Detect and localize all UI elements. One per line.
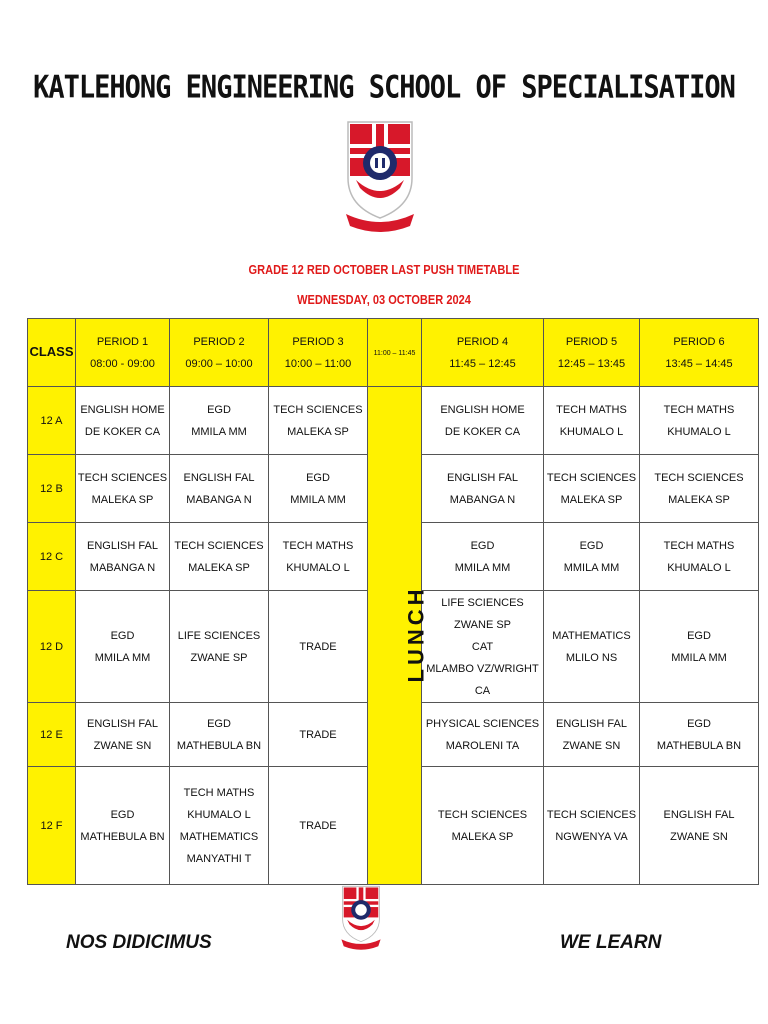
cell-line: TRADE — [299, 640, 337, 653]
class-cell: 12 F — [28, 767, 76, 885]
cell-line: EGD — [687, 717, 711, 730]
timetable-cell — [422, 767, 544, 885]
cell-line: MALEKA SP — [287, 425, 349, 438]
timetable-cell — [76, 591, 170, 703]
cell-line: TRADE — [299, 819, 337, 832]
timetable-cell — [422, 455, 544, 523]
cell-line: TECH MATHS — [663, 403, 735, 416]
lunch-label: LUNCH — [403, 585, 429, 682]
timetable-cell — [269, 523, 368, 591]
cell-line: MALEKA SP — [188, 561, 250, 574]
timetable-cell — [76, 387, 170, 455]
cell-line: EGD — [207, 717, 231, 730]
cell-line: DE KOKER CA — [84, 425, 161, 438]
cell-line: KHUMALO L — [286, 561, 350, 574]
cell-line: TECH SCIENCES — [273, 403, 363, 416]
cell-line: MAROLENI TA — [445, 739, 520, 752]
cell-line: ZWANE SN — [670, 830, 728, 843]
period-header: PERIOD 4 11:45 – 12:45 — [422, 319, 544, 387]
timetable-cell — [544, 455, 640, 523]
timetable-cell — [76, 703, 170, 767]
cell-line: MMILA MM — [671, 651, 727, 664]
cell-line: MMILA MM — [454, 561, 511, 574]
timetable-cell — [170, 455, 269, 523]
cell-line: TECH MATHS — [556, 403, 627, 416]
cell-line: MABANGA N — [186, 493, 252, 506]
cell-line: ENGLISH FAL — [556, 717, 627, 730]
timetable-cell — [170, 591, 269, 703]
class-cell: 12 B — [28, 455, 76, 523]
lunch-time-header: 11:00 – 11:45 — [368, 319, 422, 387]
class-cell: 12 C — [28, 523, 76, 591]
cell-line: LIFE SCIENCES — [441, 596, 524, 609]
cell-line: DE KOKER CA — [444, 425, 521, 438]
timetable-cell — [640, 523, 759, 591]
footer-motto-english: WE LEARN — [560, 932, 662, 953]
cell-line: MALEKA SP — [91, 493, 154, 506]
cell-line: MALEKA SP — [451, 830, 514, 843]
school-crest — [342, 118, 418, 236]
timetable-cell — [269, 591, 368, 703]
timetable-cell — [269, 767, 368, 885]
period-header: PERIOD 6 13:45 – 14:45 — [640, 319, 759, 387]
timetable-cell — [640, 703, 759, 767]
cell-line: ZWANE SN — [562, 739, 621, 752]
cell-line: MATHEMATICS — [552, 629, 631, 642]
cell-line: MALEKA SP — [560, 493, 623, 506]
cell-line: CAT — [471, 640, 494, 653]
cell-line: MABANGA N — [449, 493, 516, 506]
cell-line: TECH MATHS — [282, 539, 354, 552]
cell-line: MMILA MM — [94, 651, 151, 664]
timetable-cell — [170, 387, 269, 455]
cell-line: ENGLISH FAL — [447, 471, 518, 484]
timetable-cell — [422, 387, 544, 455]
cell-line: MABANGA N — [89, 561, 156, 574]
timetable-cell — [640, 591, 759, 703]
cell-line: TECH SCIENCES — [546, 471, 637, 484]
timetable-cell — [170, 523, 269, 591]
timetable-cell — [269, 387, 368, 455]
timetable-cell — [269, 455, 368, 523]
cell-line: EGD — [207, 403, 231, 416]
lunch-column — [368, 387, 429, 885]
timetable-cell — [544, 387, 640, 455]
timetable-cell — [422, 703, 544, 767]
school-name: KATLEHONG ENGINEERING SCHOOL OF SPECIALISATION — [33, 69, 735, 106]
timetable-cell — [269, 703, 368, 767]
cell-line: TECH SCIENCES — [654, 471, 744, 484]
cell-line: EGD — [306, 471, 330, 484]
timetable-cell — [76, 767, 170, 885]
timetable-cell — [170, 767, 269, 885]
cell-line: MLILO NS — [565, 651, 618, 664]
timetable-cell — [544, 703, 640, 767]
timetable-date: WEDNESDAY, 03 OCTOBER 2024 — [297, 292, 471, 307]
cell-line: TECH SCIENCES — [77, 471, 168, 484]
cell-line: ZWANE SP — [190, 651, 248, 664]
class-cell: 12 D — [28, 591, 76, 703]
timetable-title: GRADE 12 RED OCTOBER LAST PUSH TIMETABLE — [248, 262, 520, 277]
timetable-cell — [544, 591, 640, 703]
cell-line: MANYATHI T — [186, 852, 252, 865]
cell-line: MATHEBULA BN — [656, 739, 742, 752]
cell-line: KHUMALO L — [187, 808, 251, 821]
cell-line: TECH MATHS — [183, 786, 255, 799]
timetable-cell — [640, 767, 759, 885]
cell-line: ENGLISH HOME — [440, 403, 525, 416]
cell-line: MMILA MM — [191, 425, 247, 438]
cell-line: TECH SCIENCES — [437, 808, 528, 821]
period-header: PERIOD 2 09:00 – 10:00 — [170, 319, 269, 387]
footer-motto-latin: NOS DIDICIMUS — [66, 932, 212, 953]
cell-line: MMILA MM — [290, 493, 346, 506]
timetable-cell — [76, 523, 170, 591]
cell-line: KHUMALO L — [667, 561, 731, 574]
timetable-cell — [640, 387, 759, 455]
cell-line: MATHEMATICS — [179, 830, 259, 843]
cell-line: TRADE — [299, 728, 337, 741]
cell-line: MALEKA SP — [668, 493, 730, 506]
table-row — [28, 387, 759, 455]
cell-line: NGWENYA VA — [555, 830, 628, 843]
timetable-cell — [76, 455, 170, 523]
cell-line: ENGLISH FAL — [663, 808, 735, 821]
cell-line: ENGLISH HOME — [80, 403, 165, 416]
cell-line: TECH MATHS — [663, 539, 735, 552]
period-header: PERIOD 1 08:00 - 09:00 — [76, 319, 170, 387]
cell-line: EGD — [470, 539, 495, 552]
period-header: PERIOD 5 12:45 – 13:45 — [544, 319, 640, 387]
period-header: PERIOD 3 10:00 – 11:00 — [269, 319, 368, 387]
cell-line: ENGLISH FAL — [87, 717, 158, 730]
cell-line: KHUMALO L — [667, 425, 731, 438]
cell-line: KHUMALO L — [559, 425, 624, 438]
cell-line: EGD — [687, 629, 711, 642]
cell-line: ENGLISH FAL — [183, 471, 255, 484]
timetable-cell — [544, 523, 640, 591]
cell-line: MATHEBULA BN — [80, 830, 165, 843]
cell-line: TECH SCIENCES — [174, 539, 264, 552]
class-cell: 12 A — [28, 387, 76, 455]
cell-line: TECH SCIENCES — [546, 808, 637, 821]
cell-line: EGD — [110, 808, 135, 821]
cell-line: ZWANE SN — [93, 739, 152, 752]
cell-line: PHYSICAL SCIENCES — [425, 717, 540, 730]
cell-line: MATHEBULA BN — [176, 739, 262, 752]
class-header: CLASS — [28, 319, 76, 387]
school-crest-small — [338, 884, 384, 952]
timetable-cell — [544, 767, 640, 885]
cell-line: ENGLISH FAL — [87, 539, 158, 552]
cell-line: EGD — [110, 629, 135, 642]
cell-line: EGD — [579, 539, 604, 552]
timetable-cell — [422, 523, 544, 591]
cell-line: MMILA MM — [563, 561, 620, 574]
header-row — [28, 319, 759, 387]
timetable-cell — [640, 455, 759, 523]
cell-line: ZWANE SP — [453, 618, 512, 631]
timetable-cell — [170, 703, 269, 767]
timetable-cell — [422, 591, 544, 703]
timetable — [27, 318, 759, 885]
cell-line: MLAMBO VZ/WRIGHT CA — [426, 662, 539, 697]
class-cell: 12 E — [28, 703, 76, 767]
cell-line: LIFE SCIENCES — [177, 629, 261, 642]
